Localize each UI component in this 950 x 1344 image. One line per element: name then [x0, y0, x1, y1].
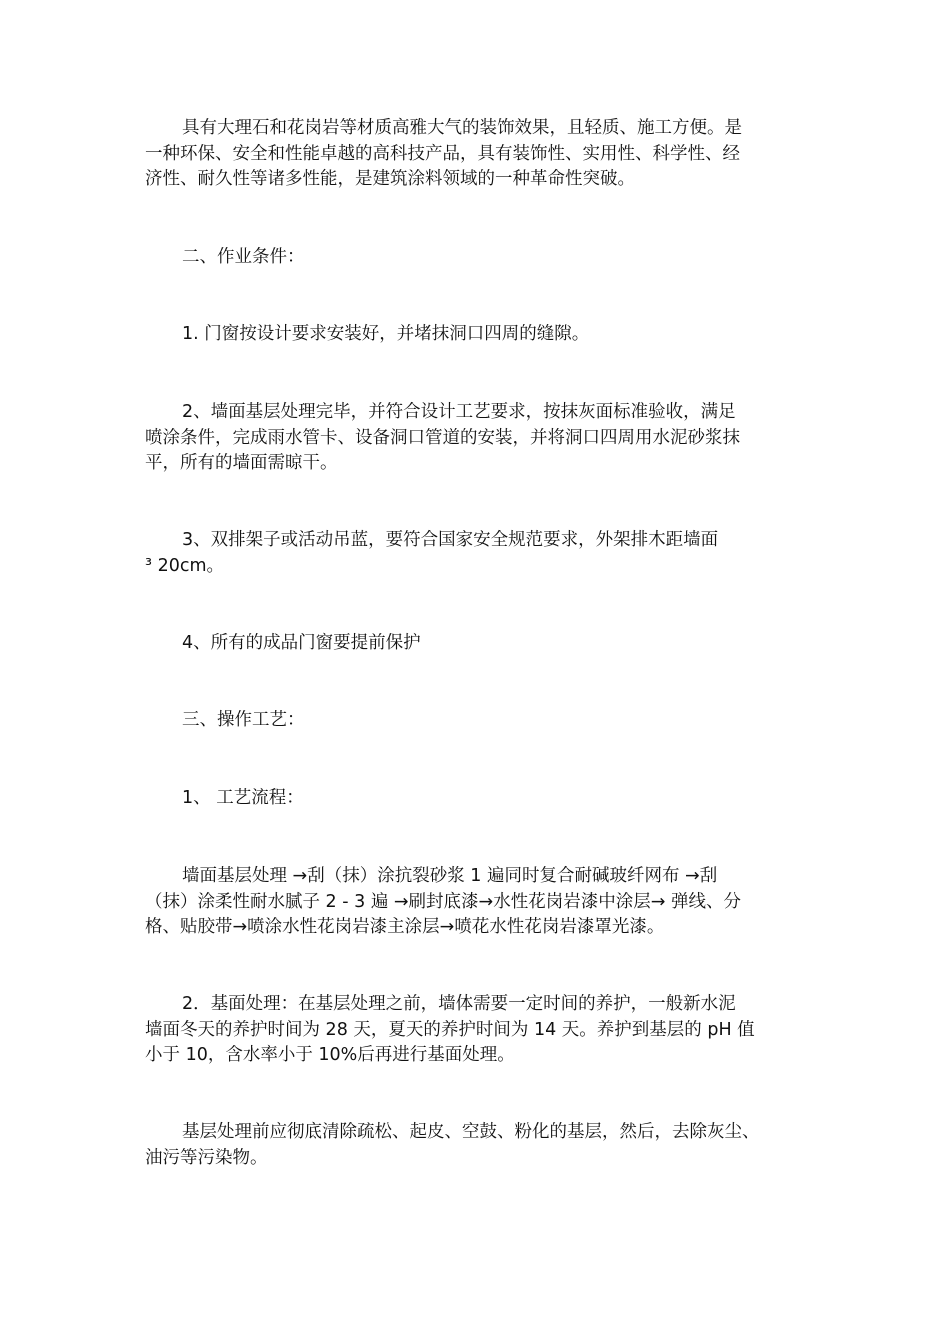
paragraph-item-1: [145, 322, 810, 348]
paragraph-line: 油污等污染物。: [145, 1147, 268, 1168]
paragraph-item-3: [145, 528, 810, 579]
heading-text: 二、作业条件：: [182, 247, 305, 267]
subheading-process-flow: [145, 786, 810, 812]
heading-text: 三、操作工艺：: [182, 710, 305, 730]
paragraph-line: 墙面冬天的养护时间为 28 天，夏天的养护时间为 14 天。养护到基层的 pH 值: [145, 1019, 755, 1040]
paragraph-line: 2、墙面基层处理完毕，并符合设计工艺要求，按抹灰面标准验收，满足: [182, 402, 736, 422]
paragraph-line: 格、贴胶带→喷涂水性花岗岩漆主涂层→喷花水性花岗岩漆罩光漆。: [145, 917, 665, 937]
paragraph-line: 平，所有的墙面需晾干。: [145, 453, 338, 473]
paragraph-line: 具有大理石和花岗岩等材质高雅大气的装饰效果，且轻质、施工方便。是: [182, 118, 742, 138]
paragraph-line: （抹）涂柔性耐水腻子 2 - 3 遍 →刷封底漆→水性花岗岩漆中涂层→ 弹线、分: [145, 891, 741, 912]
paragraph-line: 2．基面处理：在基层处理之前，墙体需要一定时间的养护，一般新水泥: [182, 994, 736, 1014]
section-heading-work-conditions: [145, 245, 810, 271]
paragraph-intro: [145, 116, 810, 193]
paragraph-line: 喷涂条件，完成雨水管卡、设备洞口管道的安装，并将洞口四周用水泥砂浆抹: [145, 427, 740, 448]
section-heading-operation-process: [145, 708, 810, 734]
paragraph-cleaning: [145, 1120, 810, 1171]
paragraph-line: 1. 门窗按设计要求安装好，并堵抹洞口四周的缝隙。: [182, 324, 590, 344]
paragraph-line: 小于 10，含水率小于 10%后再进行基面处理。: [145, 1045, 515, 1065]
paragraph-item-4: [145, 631, 810, 657]
paragraph-line: 基层处理前应彻底清除疏松、起皮、空鼓、粉化的基层，然后，去除灰尘、: [182, 1122, 760, 1142]
paragraph-base-treatment: [145, 992, 810, 1069]
paragraph-process-flow: [145, 864, 810, 941]
paragraph-line: 4、所有的成品门窗要提前保护: [182, 633, 421, 653]
paragraph-line: 3、双排架子或活动吊蓝，要符合国家安全规范要求，外架排木距墙面: [182, 530, 719, 550]
heading-text: 1、 工艺流程：: [182, 788, 304, 808]
paragraph-line: 墙面基层处理 →刮（抹）涂抗裂砂浆 1 遍同时复合耐碱玻纤网布 →刮: [182, 866, 718, 886]
paragraph-item-2: [145, 400, 810, 477]
paragraph-line: ³ 20cm。: [145, 555, 225, 576]
paragraph-line: 济性、耐久性等诸多性能，是建筑涂料领域的一种革命性突破。: [145, 169, 635, 189]
paragraph-line: 一种环保、安全和性能卓越的高科技产品，具有装饰性、实用性、科学性、经: [145, 143, 740, 164]
